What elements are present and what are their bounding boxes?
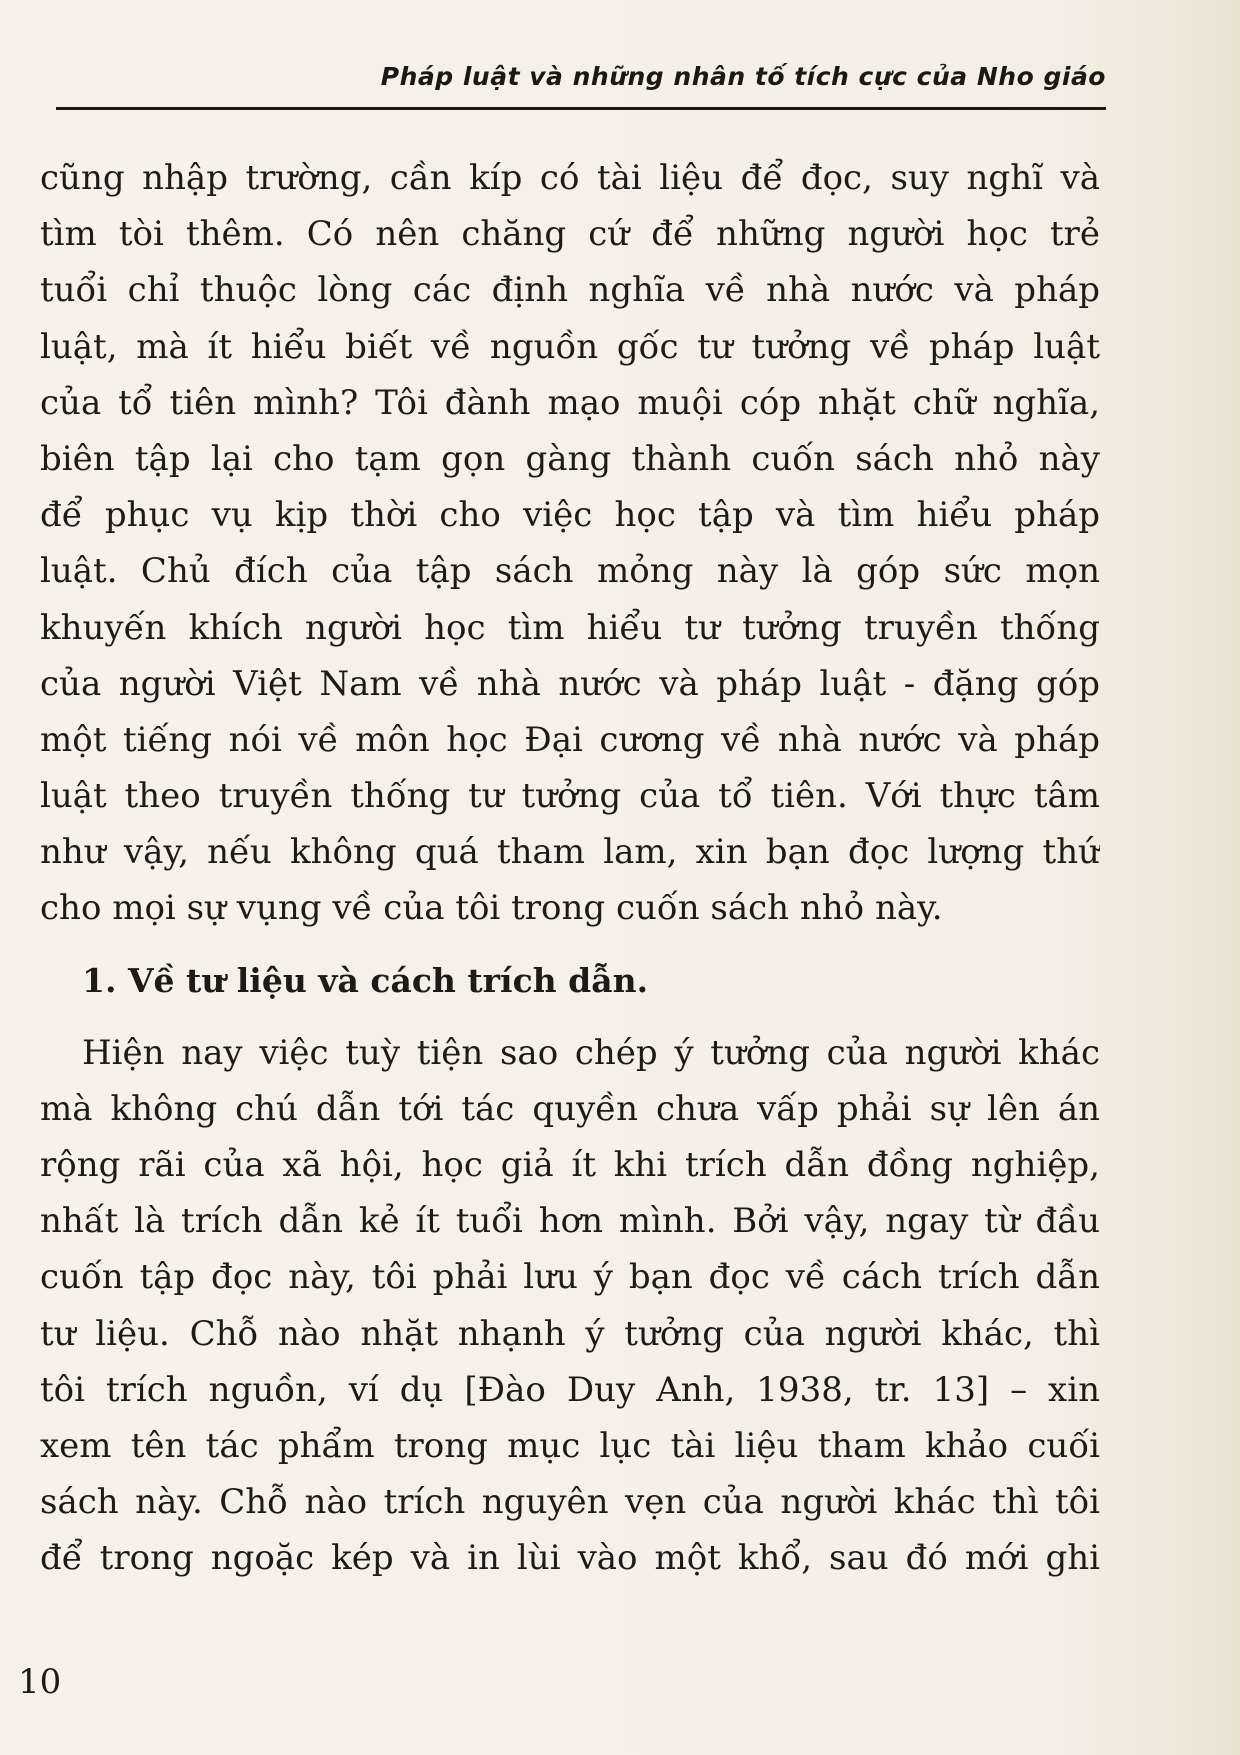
text-line: cũng nhập trường, cần kíp có tài liệu để đọc, suy nghĩ và: [40, 158, 1100, 198]
header-rule: [56, 107, 1106, 110]
text-line: của tổ tiên mình? Tôi đành mạo muội cóp nhặt chữ nghĩa,: [40, 382, 1100, 423]
text-line: để phục vụ kịp thời cho việc học tập và tìm hiểu pháp: [40, 495, 1100, 536]
text-line: nhất là trích dẫn kẻ ít tuổi hơn mình. Bởi vậy, ngay từ đầu: [40, 1201, 1100, 1242]
text-line: luật, mà ít hiểu biết về nguồn gốc tư tưởng về pháp luật: [40, 326, 1100, 367]
paragraph-2: [40, 1025, 1100, 1587]
text-line: cuốn tập đọc này, tôi phải lưu ý bạn đọc về cách trích dẫn: [40, 1257, 1100, 1298]
text-line: tôi trích nguồn, ví dụ [Đào Duy Anh, 1938, tr. 13] – xin: [40, 1369, 1100, 1410]
text-line: cho mọi sự vụng về của tôi trong cuốn sách nhỏ này.: [40, 888, 943, 929]
text-line: như vậy, nếu không quá tham lam, xin bạn đọc lượng thứ: [40, 832, 1100, 873]
section-heading: 1. Về tư liệu và cách trích dẫn.: [82, 960, 649, 1000]
text-line: biên tập lại cho tạm gọn gàng thành cuốn sách nhỏ này: [40, 438, 1100, 479]
text-line: của người Việt Nam về nhà nước và pháp luật - đặng góp: [40, 663, 1100, 704]
text-line: mà không chú dẫn tới tác quyền chưa vấp phải sự lên án: [40, 1088, 1100, 1129]
text-line: tư liệu. Chỗ nào nhặt nhạnh ý tưởng của người khác, thì: [40, 1313, 1100, 1354]
paragraph-1: [40, 150, 1100, 937]
page-number: 10: [18, 1662, 62, 1702]
text-line: tìm tòi thêm. Có nên chăng cứ để những người học trẻ: [40, 214, 1100, 255]
text-line: một tiếng nói về môn học Đại cương về nhà nước và pháp: [40, 719, 1100, 760]
text-line: tuổi chỉ thuộc lòng các định nghĩa về nhà nước và pháp: [40, 270, 1100, 311]
text-line: rộng rãi của xã hội, học giả ít khi trích dẫn đồng nghiệp,: [40, 1145, 1100, 1185]
text-line: Hiện nay việc tuỳ tiện sao chép ý tưởng của người khác: [82, 1032, 1100, 1073]
text-line: khuyến khích người học tìm hiểu tư tưởng truyền thống: [40, 607, 1100, 648]
text-line: luật. Chủ đích của tập sách mỏng này là góp sức mọn: [40, 551, 1100, 592]
text-line: sách này. Chỗ nào trích nguyên vẹn của người khác thì tôi: [40, 1482, 1100, 1523]
text-line: xem tên tác phẩm trong mục lục tài liệu tham khảo cuối: [40, 1425, 1100, 1466]
text-line: để trong ngoặc kép và in lùi vào một khổ, sau đó mới ghi: [40, 1538, 1100, 1579]
body-text: [40, 150, 1100, 1587]
text-line: luật theo truyền thống tư tưởng của tổ tiên. Với thực tâm: [40, 776, 1100, 817]
running-head: Pháp luật và những nhân tố tích cực của Nho giáo: [380, 62, 1106, 91]
